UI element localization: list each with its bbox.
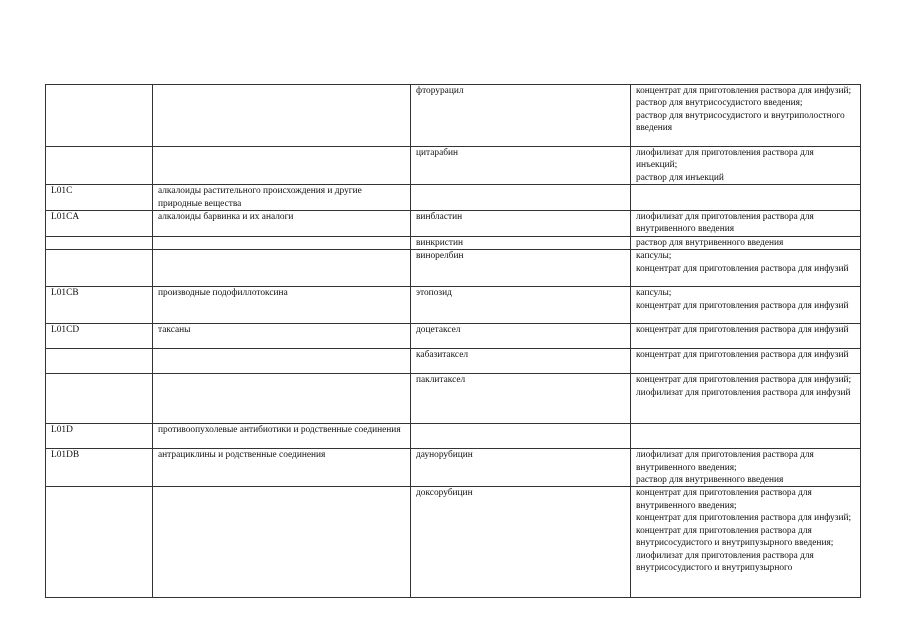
group-name-cell — [153, 487, 411, 598]
group-name-cell: производные подофиллотоксина — [153, 287, 411, 324]
dosage-form-cell: лиофилизат для приготовления раствора для внутривенного введения — [631, 211, 861, 237]
table-row — [46, 374, 861, 424]
atc-code-cell: L01C — [46, 185, 153, 211]
table-row — [46, 349, 861, 374]
drug-name-cell: винкристин — [411, 236, 631, 249]
atc-code-cell — [46, 374, 153, 424]
atc-code-cell: L01D — [46, 424, 153, 449]
group-name-cell — [153, 374, 411, 424]
group-name-cell — [153, 250, 411, 287]
drug-table — [45, 84, 861, 598]
dosage-form-cell: концентрат для приготовления раствора для внутривенного введения; концентрат для приготовления раствора для инфузий; концентрат для приготовления раствора для внутрисосудистого и внутрипузырного введения; лиофилизат для приготовления раствора для внутрисосудистого и внутрипузырного — [631, 487, 861, 598]
group-name-cell: антрациклины и родственные соединения — [153, 449, 411, 487]
table-row — [46, 236, 861, 249]
drug-name-cell: даунорубицин — [411, 449, 631, 487]
dosage-form-cell: лиофилизат для приготовления раствора для внутривенного введения; раствор для внутривенного введения — [631, 449, 861, 487]
table-row — [46, 449, 861, 487]
table-row — [46, 324, 861, 349]
atc-code-cell — [46, 487, 153, 598]
drug-name-cell: доцетаксел — [411, 324, 631, 349]
atc-code-cell — [46, 250, 153, 287]
group-name-cell: алкалоиды барвинка и их аналоги — [153, 211, 411, 237]
group-name-cell — [153, 349, 411, 374]
group-name-cell — [153, 147, 411, 185]
drug-name-cell: паклитаксел — [411, 374, 631, 424]
drug-name-cell — [411, 185, 631, 211]
drug-name-cell: винбластин — [411, 211, 631, 237]
atc-code-cell — [46, 236, 153, 249]
table-row — [46, 250, 861, 287]
drug-name-cell: этопозид — [411, 287, 631, 324]
group-name-cell: алкалоиды растительного происхождения и другие природные вещества — [153, 185, 411, 211]
table-row — [46, 287, 861, 324]
atc-code-cell: L01CD — [46, 324, 153, 349]
table-row — [46, 185, 861, 211]
table-row — [46, 487, 861, 598]
group-name-cell: противоопухолевые антибиотики и родственные соединения — [153, 424, 411, 449]
dosage-form-cell: концентрат для приготовления раствора для инфузий — [631, 349, 861, 374]
group-name-cell: таксаны — [153, 324, 411, 349]
atc-code-cell: L01CA — [46, 211, 153, 237]
dosage-form-cell: капсулы; концентрат для приготовления раствора для инфузий — [631, 250, 861, 287]
atc-code-cell — [46, 85, 153, 147]
atc-code-cell — [46, 349, 153, 374]
dosage-form-cell — [631, 424, 861, 449]
atc-code-cell — [46, 147, 153, 185]
dosage-form-cell: лиофилизат для приготовления раствора для инъекций; раствор для инъекций — [631, 147, 861, 185]
drug-name-cell: фторурацил — [411, 85, 631, 147]
dosage-form-cell: капсулы; концентрат для приготовления раствора для инфузий — [631, 287, 861, 324]
dosage-form-cell: раствор для внутривенного введения — [631, 236, 861, 249]
table-row — [46, 85, 861, 147]
drug-name-cell: винорелбин — [411, 250, 631, 287]
table-row — [46, 424, 861, 449]
atc-code-cell: L01CB — [46, 287, 153, 324]
dosage-form-cell: концентрат для приготовления раствора для инфузий; лиофилизат для приготовления раствора для инфузий — [631, 374, 861, 424]
drug-name-cell: доксорубицин — [411, 487, 631, 598]
dosage-form-cell: концентрат для приготовления раствора для инфузий — [631, 324, 861, 349]
dosage-form-cell: концентрат для приготовления раствора для инфузий; раствор для внутрисосудистого введения; раствор для внутрисосудистого и внутриполостного введения — [631, 85, 861, 147]
group-name-cell — [153, 236, 411, 249]
drug-name-cell: цитарабин — [411, 147, 631, 185]
table-row — [46, 211, 861, 237]
table-row — [46, 147, 861, 185]
drug-name-cell: кабазитаксел — [411, 349, 631, 374]
atc-code-cell: L01DB — [46, 449, 153, 487]
dosage-form-cell — [631, 185, 861, 211]
group-name-cell — [153, 85, 411, 147]
drug-name-cell — [411, 424, 631, 449]
